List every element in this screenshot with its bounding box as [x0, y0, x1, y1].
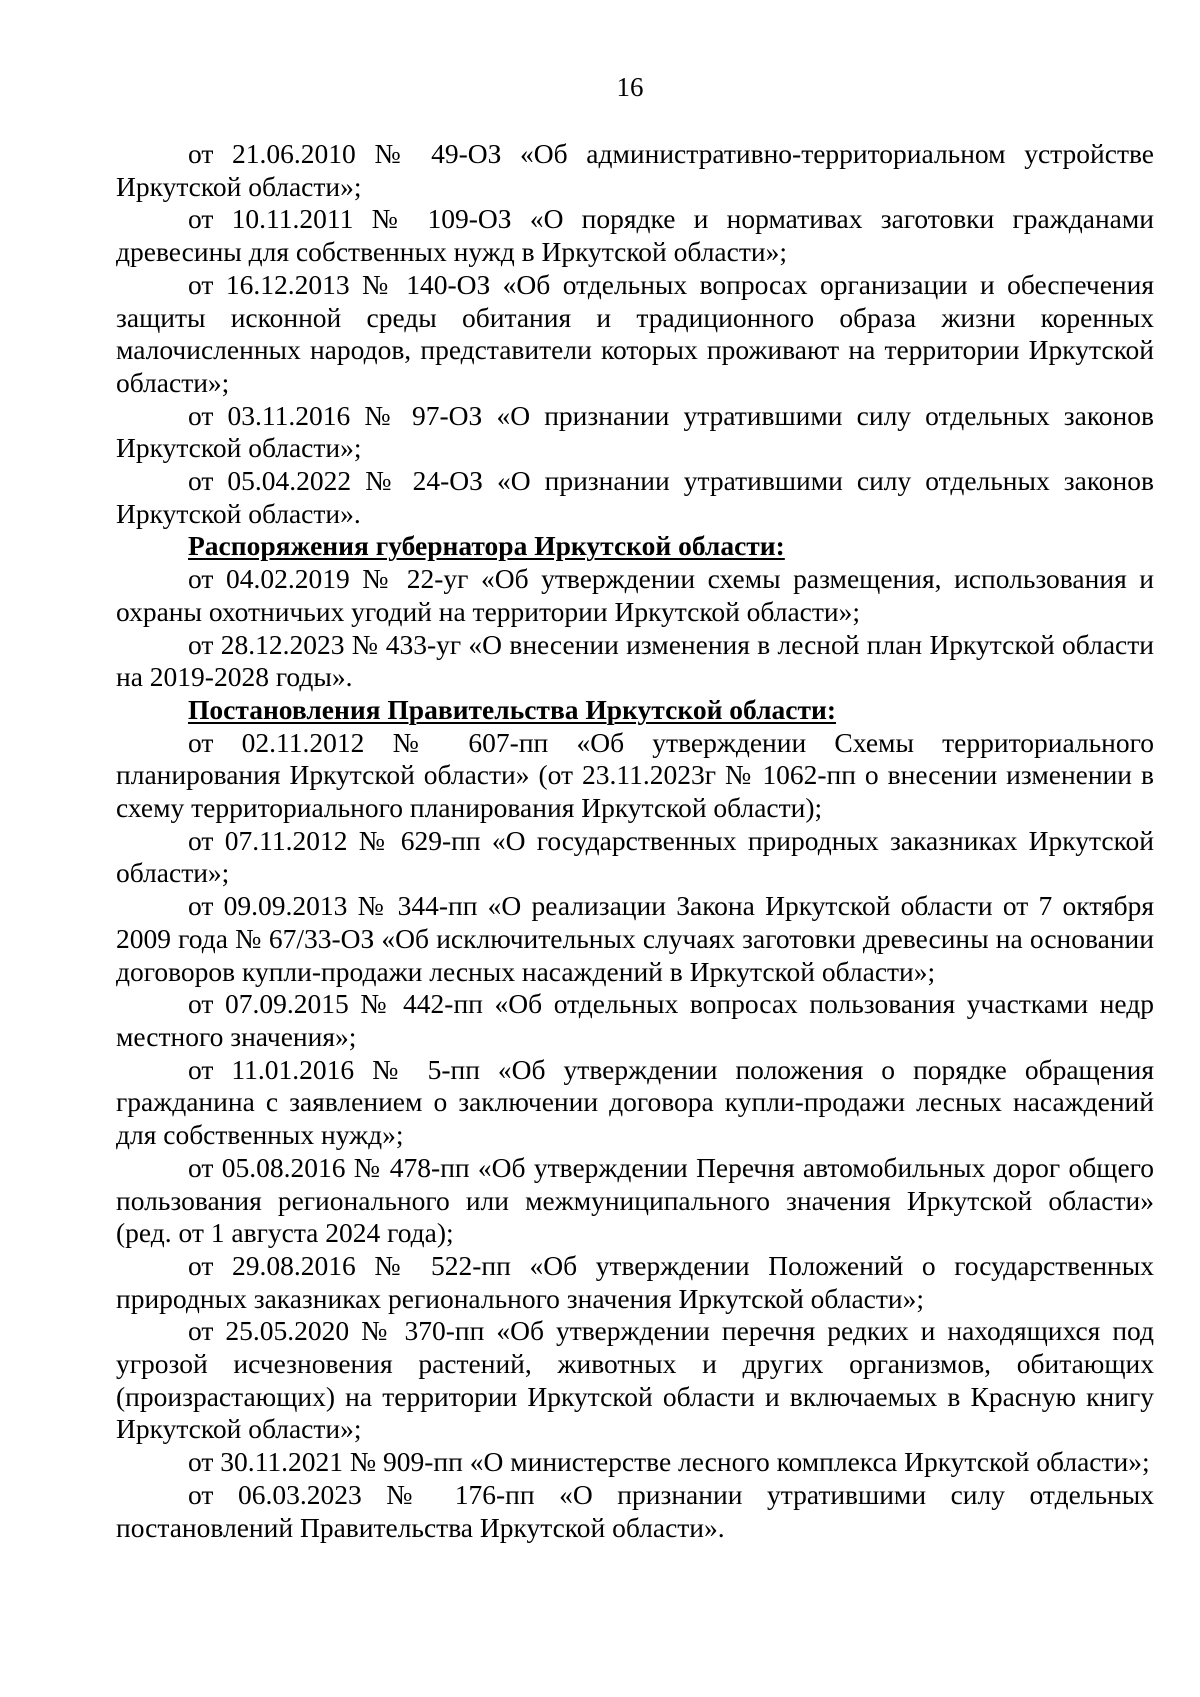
resolution-item: от 25.05.2020 № 370-пп «Об утверждении перечня редких и находящихся под угрозой исчезновения растений, животных и других организмов, обитающих (произрастающих) на территории Иркутской области и включаемых в Красную книгу Иркутской области»; — [116, 1315, 1154, 1445]
governor-order-item: от 04.02.2019 № 22-уг «Об утверждении схемы размещения, использования и охраны охотничьих угодий на территории Иркутской области»; — [116, 563, 1154, 627]
resolution-item: от 11.01.2016 № 5-пп «Об утверждении положения о порядке обращения гражданина с заявлением о заключении договора купли-продажи лесных насаждений для собственных нужд»; — [116, 1053, 1154, 1151]
resolution-item: от 05.08.2016 № 478-пп «Об утверждении Перечня автомобильных дорог общего пользования регионального или межмуниципального значения Иркутской области» (ред. от 1 августа 2024 года); — [116, 1151, 1154, 1249]
resolution-item: от 06.03.2023 № 176-пп «О признании утратившими силу отдельных постановлений Правительства Иркутской области». — [116, 1478, 1154, 1543]
resolution-item: от 29.08.2016 № 522-пп «Об утверждении Положений о государственных природных заказниках регионального значения Иркутской области»; — [116, 1249, 1154, 1314]
resolution-item: от 02.11.2012 № 607-пп «Об утверждении Схемы территориального планирования Иркутской области» (от 23.11.2023г № 1062-пп о внесении изменении в схему территориального планирования Иркутской области); — [116, 726, 1154, 824]
law-item: от 05.04.2022 № 24-ОЗ «О признании утратившими силу отдельных законов Иркутской области». — [116, 465, 1154, 529]
resolution-item: от 30.11.2021 № 909-пп «О министерстве лесного комплекса Иркутской области»; — [188, 1446, 1150, 1478]
governor-order-item: от 28.12.2023 № 433-уг «О внесении изменения в лесной план Иркутской области на 2019-2028 годы». — [116, 628, 1154, 693]
law-item: от 16.12.2013 № 140-ОЗ «Об отдельных вопросах организации и обеспечения защиты исконной среды обитания и традиционного образа жизни коренных малочисленных народов, представители которых проживают на территории Иркутской области»; — [116, 268, 1154, 398]
resolution-item: от 07.11.2012 № 629-пп «О государственных природных заказниках Иркутской области»; — [116, 824, 1154, 889]
resolution-item: от 07.09.2015 № 442-пп «Об отдельных вопросах пользования участками недр местного значения»; — [116, 988, 1154, 1052]
government-resolutions-heading: Постановления Правительства Иркутской области: — [188, 693, 837, 725]
law-item: от 03.11.2016 № 97-ОЗ «О признании утратившими силу отдельных законов Иркутской области»; — [116, 399, 1154, 464]
law-item: от 21.06.2010 № 49-ОЗ «Об административно-территориальном устройстве Иркутской области»; — [116, 138, 1154, 202]
resolution-item: от 09.09.2013 № 344-пп «О реализации Закона Иркутской области от 7 октября 2009 года № 67/33-ОЗ «Об исключительных случаях заготовки древесины на основании договоров купли-продажи лесных насаждений в Иркутской области»; — [116, 890, 1154, 987]
document-body — [116, 138, 1154, 1544]
law-item: от 10.11.2011 № 109-ОЗ «О порядке и нормативах заготовки гражданами древесины для собственных нужд в Иркутской области»; — [116, 203, 1154, 268]
page-number: 16 — [616, 72, 644, 102]
governor-orders-heading: Распоряжения губернатора Иркутской области: — [188, 530, 785, 562]
